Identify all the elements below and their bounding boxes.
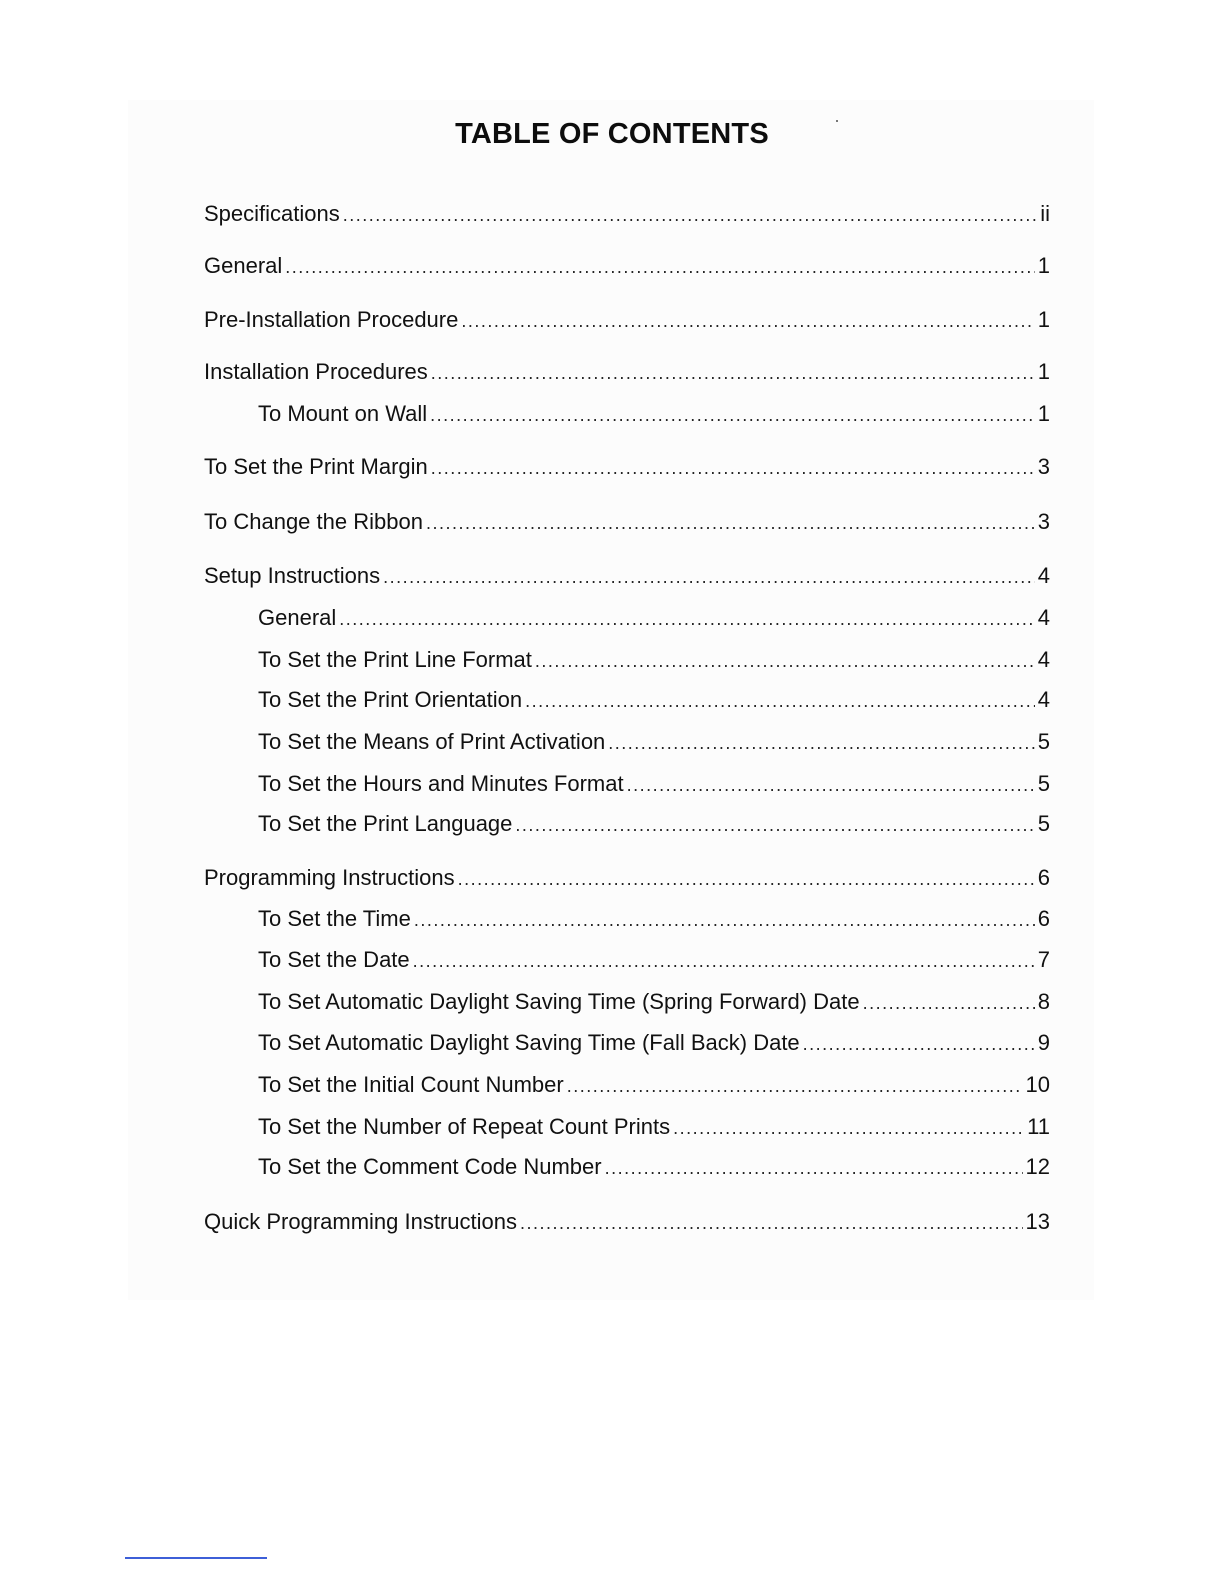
toc-entry-label: Specifications bbox=[204, 201, 340, 226]
toc-entry-page: 4 bbox=[1037, 687, 1050, 712]
toc-entry-setup-general[interactable] bbox=[258, 604, 1050, 633]
toc-entry-page: 1 bbox=[1037, 307, 1050, 332]
toc-entry-label: To Set the Time bbox=[258, 906, 411, 931]
toc-entry-label: Setup Instructions bbox=[204, 563, 381, 588]
toc-entry-set-date[interactable] bbox=[258, 946, 1050, 975]
toc-entry-page: 5 bbox=[1037, 729, 1050, 754]
dot-leader bbox=[285, 253, 1034, 281]
dot-leader bbox=[431, 359, 1035, 387]
toc-entry-page: 5 bbox=[1037, 811, 1050, 836]
toc-entry-label: To Set Automatic Daylight Saving Time (Fall Back) Date bbox=[258, 1030, 800, 1055]
toc-entry-label: Quick Programming Instructions bbox=[204, 1209, 517, 1234]
toc-entry-page: 6 bbox=[1037, 865, 1050, 890]
toc-entry-page: 1 bbox=[1037, 253, 1050, 278]
toc-entry-quick-programming-instructions[interactable] bbox=[204, 1208, 1050, 1237]
toc-entry-page: 8 bbox=[1037, 989, 1050, 1014]
dot-leader bbox=[431, 454, 1035, 482]
toc-entry-page: 4 bbox=[1037, 605, 1050, 630]
toc-entry-dst-fall-back[interactable] bbox=[258, 1029, 1050, 1058]
dot-leader bbox=[803, 1030, 1035, 1058]
toc-entry-label: To Mount on Wall bbox=[258, 401, 428, 426]
toc-entry-print-activation[interactable] bbox=[258, 728, 1050, 757]
toc-entry-label: To Set the Date bbox=[258, 947, 410, 972]
toc-entry-page: 6 bbox=[1037, 906, 1050, 931]
dot-leader bbox=[458, 865, 1035, 893]
toc-entry-label: To Set the Print Orientation bbox=[258, 687, 523, 712]
toc-entry-page: 4 bbox=[1037, 647, 1050, 672]
toc-entry-label: To Change the Ribbon bbox=[204, 509, 423, 534]
toc-entry-page: 11 bbox=[1027, 1114, 1050, 1139]
toc-entry-label: To Set the Means of Print Activation bbox=[258, 729, 606, 754]
toc-entry-page: 12 bbox=[1025, 1154, 1050, 1179]
toc-entry-to-change-the-ribbon[interactable] bbox=[204, 508, 1050, 537]
dot-leader bbox=[525, 687, 1035, 715]
toc-entry-print-orientation[interactable] bbox=[258, 686, 1050, 715]
dot-leader bbox=[535, 647, 1035, 675]
toc-entry-label: To Set the Number of Repeat Count Prints bbox=[258, 1114, 671, 1139]
toc-entry-label: To Set the Print Line Format bbox=[258, 647, 532, 672]
toc-entry-label: To Set the Print Margin bbox=[204, 454, 428, 479]
toc-entry-print-language[interactable] bbox=[258, 810, 1050, 839]
dot-leader bbox=[383, 563, 1035, 591]
dot-leader bbox=[520, 1209, 1023, 1237]
dot-leader bbox=[673, 1114, 1024, 1142]
toc-entry-specifications[interactable] bbox=[204, 200, 1050, 229]
dot-leader bbox=[863, 989, 1035, 1017]
toc-entry-label: To Set the Hours and Minutes Format bbox=[258, 771, 624, 796]
toc-entry-set-time[interactable] bbox=[258, 905, 1050, 934]
toc-entry-page: ii bbox=[1040, 201, 1050, 226]
dot-leader bbox=[339, 605, 1034, 633]
dot-leader bbox=[414, 906, 1035, 934]
toc-entry-page: 5 bbox=[1037, 771, 1050, 796]
toc-entry-page: 9 bbox=[1037, 1030, 1050, 1055]
toc-entry-print-line-format[interactable] bbox=[258, 646, 1050, 675]
dot-leader bbox=[413, 947, 1035, 975]
toc-entry-installation-procedures[interactable] bbox=[204, 358, 1050, 387]
toc-entry-label: To Set the Comment Code Number bbox=[258, 1154, 602, 1179]
toc-entry-setup-instructions[interactable] bbox=[204, 562, 1050, 591]
toc-entry-hours-minutes-format[interactable] bbox=[258, 770, 1050, 799]
dot-leader bbox=[461, 307, 1034, 335]
toc-entry-pre-installation-procedure[interactable] bbox=[204, 306, 1050, 335]
toc-entry-page: 7 bbox=[1037, 947, 1050, 972]
toc-entry-general[interactable] bbox=[204, 252, 1050, 281]
dot-leader bbox=[430, 401, 1035, 429]
toc-entry-comment-code-number[interactable] bbox=[258, 1153, 1050, 1182]
toc-entry-label: Pre-Installation Procedure bbox=[204, 307, 459, 332]
toc-entry-label: General bbox=[258, 605, 337, 630]
footer-rule bbox=[125, 1557, 267, 1559]
dot-leader bbox=[567, 1072, 1023, 1100]
toc-entry-label: General bbox=[204, 253, 283, 278]
dot-leader bbox=[605, 1154, 1023, 1182]
toc-entry-label: Installation Procedures bbox=[204, 359, 428, 384]
dot-leader bbox=[426, 509, 1035, 537]
toc-entry-page: 10 bbox=[1025, 1072, 1050, 1097]
toc-entry-page: 1 bbox=[1037, 401, 1050, 426]
dot-leader bbox=[515, 811, 1034, 839]
dot-leader bbox=[627, 771, 1035, 799]
dot-leader bbox=[343, 201, 1037, 229]
toc-entry-label: To Set the Initial Count Number bbox=[258, 1072, 564, 1097]
dot-leader bbox=[608, 729, 1034, 757]
toc-entry-to-mount-on-wall[interactable] bbox=[258, 400, 1050, 429]
toc-entry-page: 1 bbox=[1037, 359, 1050, 384]
toc-entry-repeat-count-prints[interactable] bbox=[258, 1113, 1050, 1142]
toc-entry-initial-count-number[interactable] bbox=[258, 1071, 1050, 1100]
page-title: TABLE OF CONTENTS bbox=[455, 118, 769, 150]
toc-entry-programming-instructions[interactable] bbox=[204, 864, 1050, 893]
toc-entry-page: 3 bbox=[1037, 509, 1050, 534]
toc-entry-label: Programming Instructions bbox=[204, 865, 455, 890]
toc-entry-to-set-the-print-margin[interactable] bbox=[204, 453, 1050, 482]
toc-entry-dst-spring-forward[interactable] bbox=[258, 988, 1050, 1017]
toc-entry-label: To Set Automatic Daylight Saving Time (Spring Forward) Date bbox=[258, 989, 860, 1014]
toc-entry-page: 3 bbox=[1037, 454, 1050, 479]
toc-entry-label: To Set the Print Language bbox=[258, 811, 513, 836]
toc-entry-page: 4 bbox=[1037, 563, 1050, 588]
toc-entry-page: 13 bbox=[1025, 1209, 1050, 1234]
